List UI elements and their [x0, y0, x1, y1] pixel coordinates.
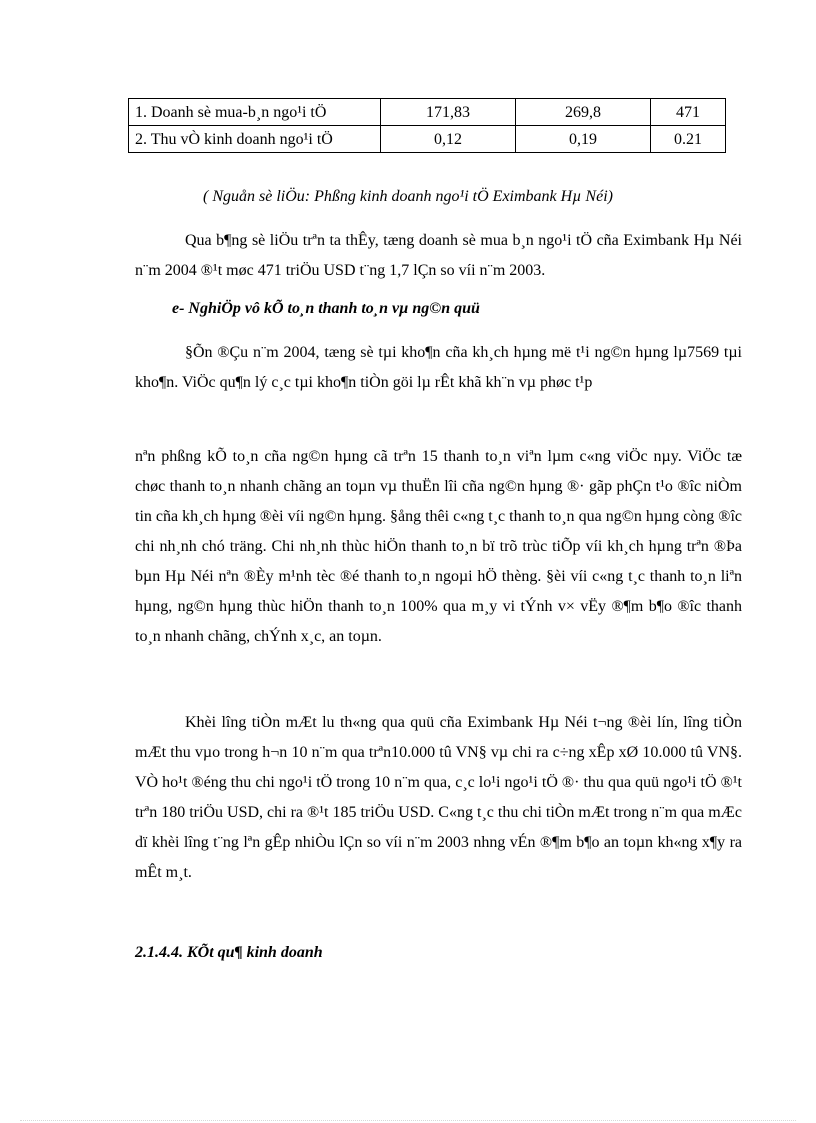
table-row [129, 126, 726, 153]
paragraph: Qua b¶ng sè liÖu trªn ta thÊy, tæng doanh sè mua b¸n ngo¹i tÖ cña Eximbank Hµ Néi n¨m 2004 ®¹t møc 471 triÖu USD t¨ng 1,7 lÇn so víi n¨m 2003. [135, 232, 742, 279]
row-label: 2. Thu vÒ kinh doanh ngo¹i tÖ [129, 126, 381, 153]
value-cell: 471 [651, 99, 726, 126]
source-note: ( Nguån sè liÖu: Phßng kinh doanh ngo¹i tÖ Eximbank Hµ Néi) [203, 188, 613, 205]
section-heading: e- NghiÖp vô kÕ to¸n thanh to¸n vµ ng©n quü [172, 300, 480, 317]
value-cell: 0,12 [381, 126, 516, 153]
row-label: 1. Doanh sè mua-b¸n ngo¹i tÖ [129, 99, 381, 126]
paragraph: nªn phßng kÕ to¸n cña ng©n hµng cã trªn 15 thanh to¸n viªn lµm c«ng viÖc nµy. ViÖc tæ chøc thanh to¸n nhanh chãng an toµn vµ thuËn lîi cña ng©n hµng ®· gãp phÇn t¹o ®îc niÒm tin cña kh¸ch hµng ®èi víi ng©n hµng. §ång thêi c«ng t¸c thanh to¸n qua ng©n hµng còng ®îc chi nh¸nh chó träng. Chi nh¸nh thùc hiÖn thanh to¸n bï trõ trùc tiÕp víi kh¸ch hµng trªn ®Þa bµn Hµ Néi nªn ®Èy m¹nh tèc ®é thanh to¸n ngoµi hÖ thèng. §èi víi c«ng t¸c thanh to¸n liªn hµng, ng©n hµng thùc hiÖn thanh to¸n 100% qua m¸y vi tÝnh v× vËy ®¶m b¶o ®îc thanh to¸n nhanh chãng, chÝnh x¸c, an toµn. [135, 448, 742, 645]
value-cell: 171,83 [381, 99, 516, 126]
value-cell: 269,8 [516, 99, 651, 126]
value-cell: 0.21 [651, 126, 726, 153]
value-cell: 0,19 [516, 126, 651, 153]
page-footer-rule [20, 1120, 796, 1121]
forex-table [128, 98, 726, 153]
paragraph: Khèi lîng tiÒn mÆt lu th«ng qua quü cña Eximbank Hµ Néi t¬ng ®èi lín, lîng tiÒn mÆt thu vµo trong h¬n 10 n¨m qua trªn10.000 tû VN§ vµ chi ra c÷ng xÊp xØ 10.000 tû VN§. VÒ ho¹t ®éng thu chi ngo¹i tÖ trong 10 n¨m qua, c¸c lo¹i ngo¹i tÖ ®· thu qua quü ngo¹i tÖ ®¹t trªn 180 triÖu USD, chi ra ®¹t 185 triÖu USD. C«ng t¸c thu chi tiÒn mÆt trong n¨m qua mÆc dï khèi lîng t¨ng lªn gÊp nhiÒu lÇn so víi n¨m 2003 nhng vÉn ®¶m b¶o an toµn kh«ng x¶y ra mÊt m¸t. [135, 714, 742, 881]
paragraph: §Õn ®Çu n¨m 2004, tæng sè tµi kho¶n cña kh¸ch hµng më t¹i ng©n hµng lµ7569 tµi kho¶n. ViÖc qu¶n lý c¸c tµi kho¶n tiÒn göi lµ rÊt khã kh¨n vµ phøc t¹p [135, 344, 742, 391]
table-row [129, 99, 726, 126]
section-heading: 2.1.4.4. KÕt qu¶ kinh doanh [135, 944, 323, 961]
